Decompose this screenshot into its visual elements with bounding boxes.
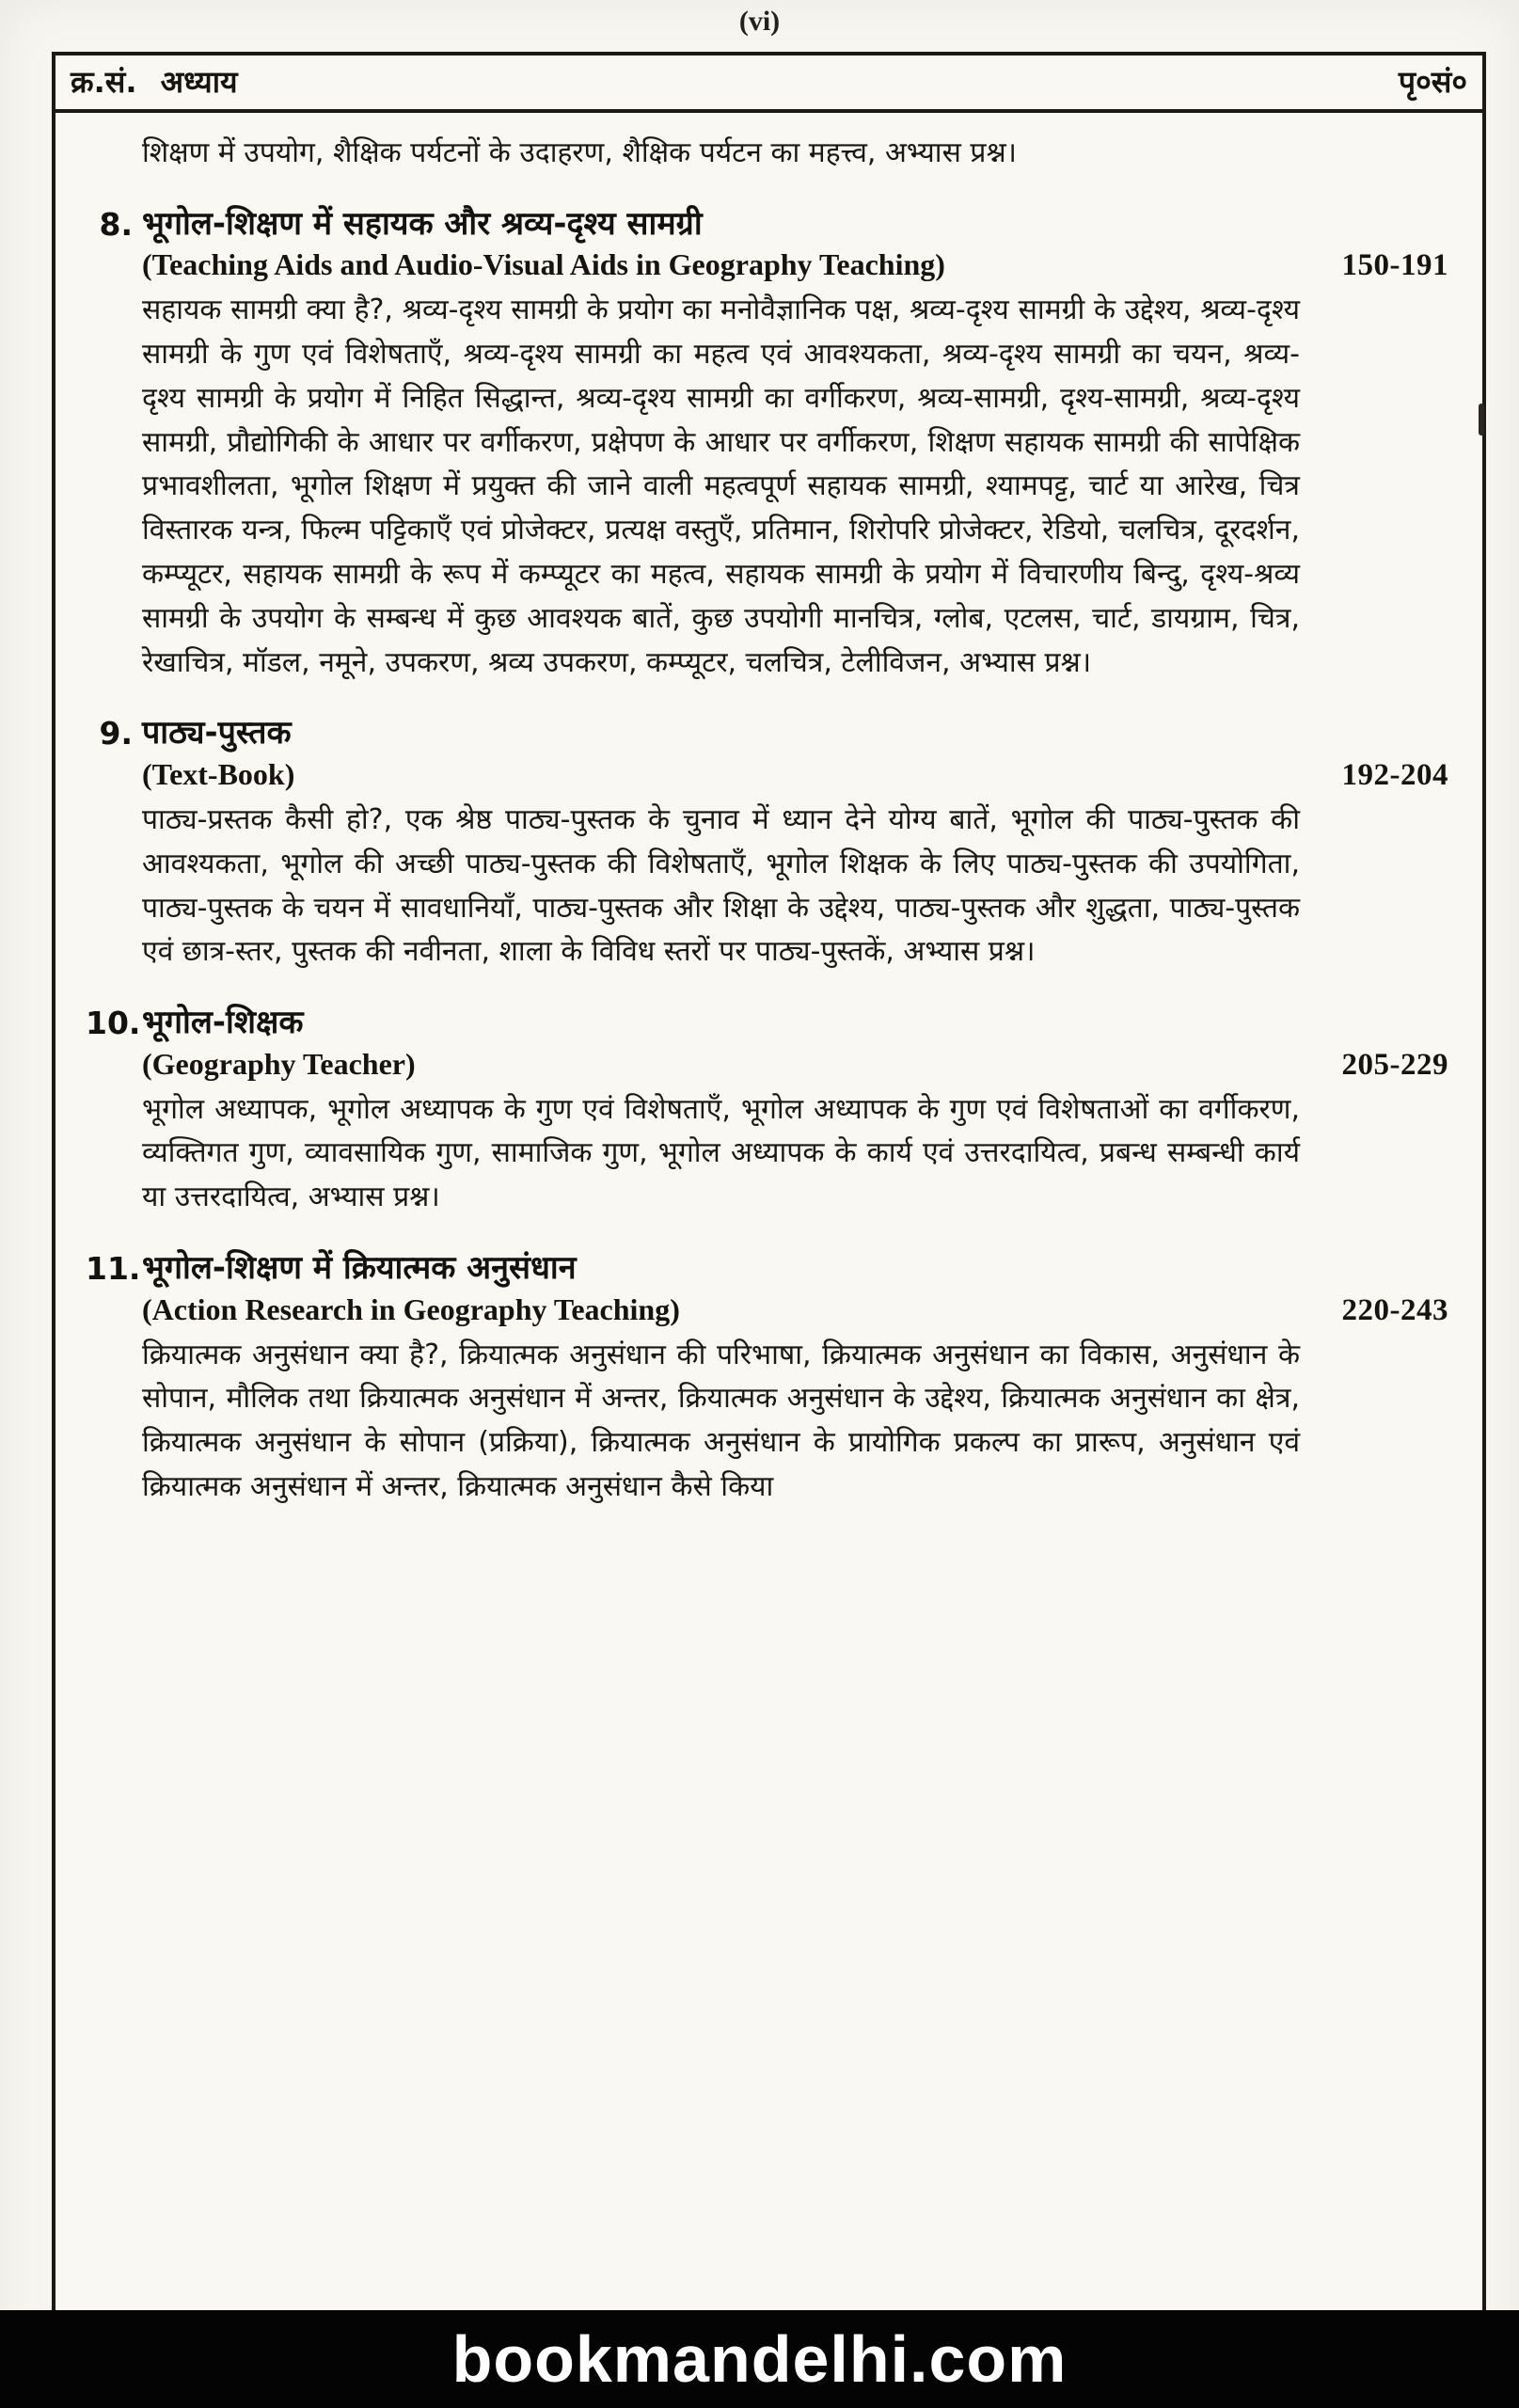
- chapter-title-hindi: भूगोल-शिक्षण में क्रियात्मक अनुसंधान: [142, 1249, 577, 1288]
- chapter-number: 11.: [86, 1250, 141, 1288]
- chapter-title-hindi: भूगोल-शिक्षक: [142, 1004, 304, 1042]
- contents-body: [55, 113, 1482, 1510]
- chapter-subheading: [142, 757, 1454, 793]
- contents-table-header: [55, 55, 1482, 113]
- chapter-description: क्रियात्मक अनुसंधान क्या है?, क्रियात्मक अनुसंधान की परिभाषा, क्रियात्मक अनुसंधान का विकास, अनुसंधान के सोपान, मौलिक तथा क्रियात्मक अनुसंधान में अन्तर, क्रियात्मक अनुसंधान के उद्देश्य, क्रियात्मक अनुसंधान का क्षेत्र, क्रियात्मक अनुसंधान के सोपान (प्रक्रिया), क्रियात्मक अनुसंधान के प्रायोगिक प्रकल्प का प्रारूप, अनुसंधान एवं क्रियात्मक अनुसंधान में अन्तर, क्रियात्मक अनुसंधान कैसे किया: [142, 1338, 1300, 1503]
- chapter-number: 9.: [99, 715, 133, 752]
- header-serial-label: क्र.सं.: [71, 64, 137, 100]
- chapter-number: 8.: [99, 205, 133, 243]
- chapter-title-hindi: भूगोल-शिक्षण में सहायक और श्रव्य-दृश्य सामग्री: [142, 204, 703, 243]
- chapter-page-range: 220-243: [1341, 1292, 1448, 1327]
- watermark-text: bookmandelhi.com: [451, 2322, 1068, 2396]
- chapter-heading: [99, 204, 1458, 245]
- chapter-subheading: [142, 1047, 1454, 1083]
- chapter-title-english: (Geography Teacher): [142, 1046, 416, 1081]
- chapter-page-range: 205-229: [1341, 1047, 1448, 1082]
- chapter-subheading: [142, 1292, 1454, 1328]
- chapter-page-range: 150-191: [1341, 248, 1448, 283]
- chapter-number: 10.: [86, 1005, 141, 1042]
- chapter-title-hindi: पाठ्य-पुस्तक: [142, 714, 292, 752]
- chapter-description: सहायक सामग्री क्या है?, श्रव्य-दृश्य सामग्री के प्रयोग का मनोवैज्ञानिक पक्ष, श्रव्य-दृश्य सामग्री के उद्देश्य, श्रव्य-दृश्य सामग्री के गुण एवं विशेषताएँ, श्रव्य-दृश्य सामग्री का महत्व एवं आवश्यकता, श्रव्य-दृश्य सामग्री का चयन, श्रव्य-दृश्य सामग्री के प्रयोग में निहित सिद्धान्त, श्रव्य-दृश्य सामग्री का वर्गीकरण, श्रव्य-सामग्री, दृश्य-सामग्री, श्रव्य-दृश्य सामग्री, प्रौद्योगिकी के आधार पर वर्गीकरण, प्रक्षेपण के आधार पर वर्गीकरण, शिक्षण सहायक सामग्री की सापेक्षिक प्रभावशीलता, भूगोल शिक्षण में प्रयुक्त की जाने वाली महत्वपूर्ण सहायक सामग्री, श्यामपट्ट, चार्ट या आरेख, चित्र विस्तारक यन्त्र, फिल्म पट्टिकाएँ एवं प्रोजेक्टर, प्रत्यक्ष वस्तुएँ, प्रतिमान, शिरोपरि प्रोजेक्टर, रेडियो, चलचित्र, दूरदर्शन, कम्प्यूटर, सहायक सामग्री के रूप में कम्प्यूटर का महत्व, सहायक सामग्री के प्रयोग में विचारणीय बिन्दु, दृश्य-श्रव्य सामग्री के उपयोग के सम्बन्ध में कुछ आवश्यक बातें, कुछ उपयोगी मानचित्र, ग्लोब, एटलस, चार्ट, डायग्राम, चित्र, रेखाचित्र, मॉडल, नमूने, उपकरण, श्रव्य उपकरण, कम्प्यूटर, चलचित्र, टेलीविजन, अभ्यास प्रश्न।: [142, 293, 1300, 679]
- chapter-heading: [86, 1003, 1458, 1043]
- header-left-group: [71, 61, 251, 102]
- chapter-subheading: [142, 247, 1454, 283]
- chapter-description: भूगोल अध्यापक, भूगोल अध्यापक के गुण एवं विशेषताएँ, भूगोल अध्यापक के गुण एवं विशेषताओं का वर्गीकरण, व्यक्तिगत गुण, व्यावसायिक गुण, सामाजिक गुण, भूगोल अध्यापक के कार्य एवं उत्तरदायित्व, प्रबन्ध सम्बन्धी कार्य या उत्तरदायित्व, अभ्यास प्रश्न।: [142, 1092, 1300, 1214]
- chapter-title-english: (Action Research in Geography Teaching): [142, 1291, 680, 1326]
- header-chapter-label: अध्याय: [160, 64, 238, 100]
- chapter-heading: [86, 1248, 1458, 1289]
- contents-table: [52, 52, 1486, 2408]
- chapter-title-english: (Teaching Aids and Audio-Visual Aids in Geography Teaching): [142, 247, 945, 282]
- chapter-description: पाठ्य-प्रस्तक कैसी हो?, एक श्रेष्ठ पाठ्य-पुस्तक के चुनाव में ध्यान देने योग्य बातें, भूगोल की पाठ्य-पुस्तक की आवश्यकता, भूगोल की अच्छी पाठ्य-पुस्तक की विशेषताएँ, भूगोल शिक्षक के लिए पाठ्य-पुस्तक की उपयोगिता, पाठ्य-पुस्तक के चयन में सावधानियाँ, पाठ्य-पुस्तक और शिक्षा के उद्देश्य, पाठ्य-पुस्तक और शुद्धता, पाठ्य-पुस्तक एवं छात्र-स्तर, पुस्तक की नवीनता, शाला के विविध स्तरों पर पाठ्य-पुस्तकें, अभ्यास प्रश्न।: [142, 802, 1300, 969]
- previous-chapter-continuation: शिक्षण में उपयोग, शैक्षिक पर्यटनों के उदाहरण, शैक्षिक पर्यटन का महत्त्व, अभ्यास प्रश्न।: [142, 136, 1018, 169]
- toc-entry-11: [86, 1248, 1458, 1510]
- toc-entry-8: [99, 204, 1458, 686]
- scan-artifact: [1479, 404, 1484, 436]
- toc-entry-10: [86, 1003, 1458, 1220]
- watermark-band: [0, 2310, 1519, 2408]
- chapter-heading: [99, 713, 1458, 753]
- header-page-label: पृ०सं०: [1398, 64, 1467, 100]
- chapter-title-english: (Text-Book): [142, 756, 295, 791]
- chapter-page-range: 192-204: [1341, 757, 1448, 792]
- toc-entry-9: [99, 713, 1458, 974]
- header-right-group: [1399, 61, 1467, 102]
- page-folio: (vi): [738, 6, 781, 37]
